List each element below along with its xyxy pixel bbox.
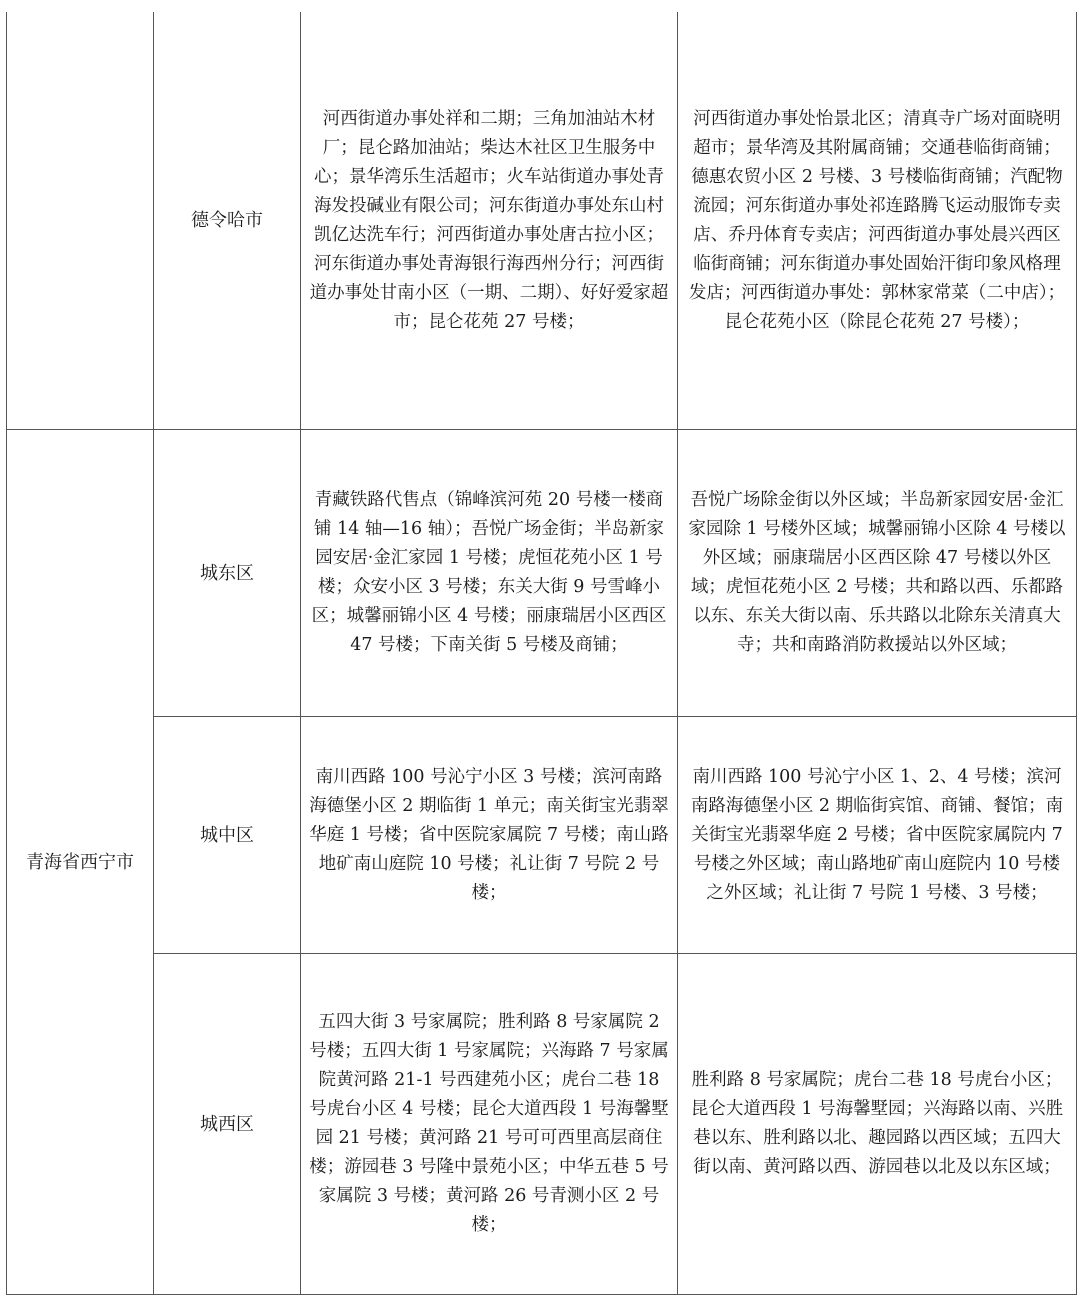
risk-area-table-container [6,12,1076,1301]
table-row [7,430,1077,717]
table-row [7,954,1077,1295]
area-b-cell: 吾悦广场除金街以外区域；半岛新家园安居·金汇家园除 1 号楼外区域；城馨丽锦小区除 4 号楼以外区域；丽康瑞居小区西区除 47 号楼以外区域；虎恒花苑小区 2 号楼；共和路以西、乐都路以东、东关大街以南、乐共路以北除东关清真大寺；共和南路消防救援站以外区域； [678,430,1077,717]
area-b-cell: 南川西路 100 号沁宁小区 1、2、4 号楼；滨河南路海德堡小区 2 期临街宾馆、商铺、餐馆；南关街宝光翡翠华庭 2 号楼；省中医院家属院内 7 号楼之外区域；南山路地矿南山庭院内 10 号楼之外区域；礼让街 7 号院 1 号楼、3 号楼； [678,717,1077,954]
table-row [7,717,1077,954]
table-row [7,12,1077,430]
area-b-cell: 河西街道办事处怡景北区；清真寺广场对面晓明超市；景华湾及其附属商铺；交通巷临街商铺；德惠农贸小区 2 号楼、3 号楼临街商铺；汽配物流园；河东街道办事处祁连路腾飞运动服饰专卖店、乔丹体育专卖店；河西街道办事处晨兴西区临街商铺；河东街道办事处固始汗街印象风格理发店；河西街道办事处：郭林家常菜（二中店）；昆仑花苑小区（除昆仑花苑 27 号楼）； [678,12,1077,430]
area-a-cell: 河西街道办事处祥和二期；三角加油站木材厂；昆仑路加油站；柴达木社区卫生服务中心；景华湾乐生活超市；火车站街道办事处青海发投碱业有限公司；河东街道办事处东山村凯亿达洗车行；河西街道办事处唐古拉小区；河东街道办事处青海银行海西州分行；河西街道办事处甘南小区（一期、二期）、好好爱家超市；昆仑花苑 27 号楼； [301,12,678,430]
area-a-cell: 五四大街 3 号家属院；胜利路 8 号家属院 2 号楼；五四大街 1 号家属院；兴海路 7 号家属院黄河路 21-1 号西建苑小区；虎台二巷 18 号虎台小区 4 号楼；昆仑大道西段 1 号海馨墅园 21 号楼；黄河路 21 号可可西里高层商住楼；游园巷 3 号隆中景苑小区；中华五巷 5 号家属院 3 号楼；黄河路 26 号青测小区 2 号楼； [301,954,678,1295]
district-cell: 城中区 [154,717,301,954]
district-cell: 城西区 [154,954,301,1295]
area-a-cell: 南川西路 100 号沁宁小区 3 号楼；滨河南路海德堡小区 2 期临街 1 单元；南关街宝光翡翠华庭 1 号楼；省中医院家属院 7 号楼；南山路地矿南山庭院 10 号楼；礼让街 7 号院 2 号楼； [301,717,678,954]
risk-area-table [6,12,1077,1295]
district-cell: 城东区 [154,430,301,717]
area-b-cell: 胜利路 8 号家属院；虎台二巷 18 号虎台小区；昆仑大道西段 1 号海馨墅园；兴海路以南、兴胜巷以东、胜利路以北、趣园路以西区域；五四大街以南、黄河路以西、游园巷以北及以东区域； [678,954,1077,1295]
area-a-cell: 青藏铁路代售点（锦峰滨河苑 20 号楼一楼商铺 14 轴—16 轴）；吾悦广场金街；半岛新家园安居·金汇家园 1 号楼；虎恒花苑小区 1 号楼；众安小区 3 号楼；东关大街 9 号雪峰小区；城馨丽锦小区 4 号楼；丽康瑞居小区西区 47 号楼；下南关街 5 号楼及商铺； [301,430,678,717]
district-cell: 德令哈市 [154,12,301,430]
city-cell-empty [7,12,154,430]
city-cell: 青海省西宁市 [7,430,154,1295]
